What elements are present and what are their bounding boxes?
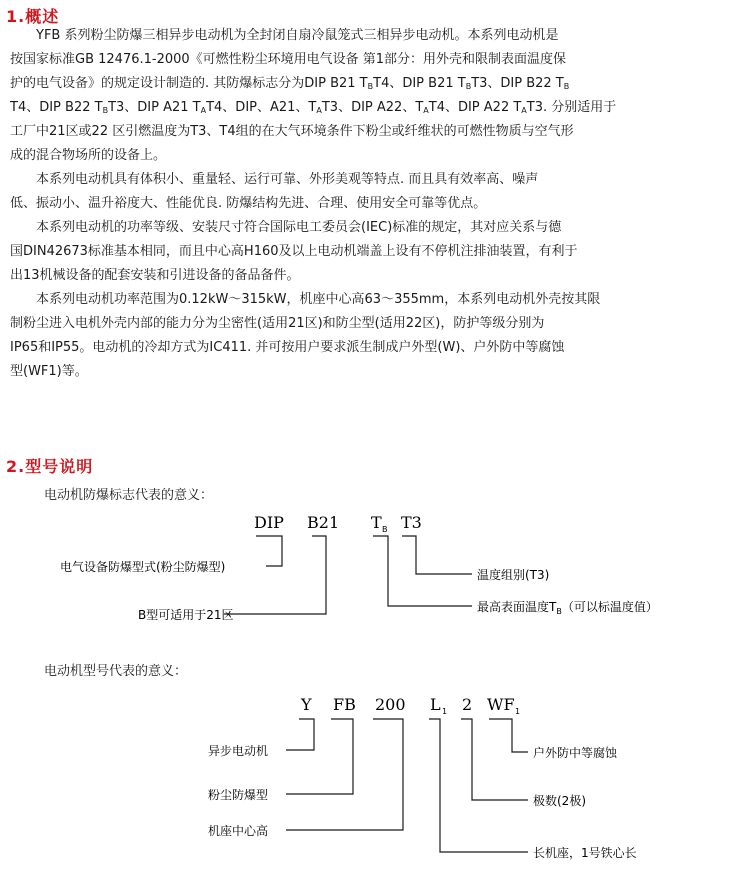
bracket-center-height (286, 719, 403, 830)
code-b21: B21 (307, 513, 340, 532)
annotation-temp-group: 温度组别(T3) (477, 568, 550, 582)
annotation-outdoor: 户外防中等腐蚀 (533, 746, 618, 760)
bracket-b21 (224, 536, 326, 614)
code-wf-subscript: 1 (515, 707, 521, 716)
paragraph-line: 国DIN42673标准基本相同，而且中心高H160及以上电动机端盖上设有不停机注排油装置，有利于 (10, 244, 578, 259)
paragraph-line: T4、DIP B22 $T_BT3$、DIP A21 $T_AT4$、DIP、A21、$T_AT3$、DIP A22、$T_AT4$、DIP A22 $T_AT3$. 分别适用于 (10, 100, 617, 115)
annotation-max-temp: 最高表面温度$T_B$（可以标温度值） (477, 600, 658, 616)
paragraph-line: 出13机械设备的配套安装和引进设备的备品备件。 (10, 268, 300, 283)
annotation-protection-type: 电气设备防爆型式(粉尘防爆型) (60, 560, 226, 574)
model-code-diagram (0, 690, 748, 872)
annotation-center-height: 机座中心高 (208, 824, 269, 838)
paragraph-line: 本系列电动机的功率等级、安装尺寸符合国际电工委员会(IEC)标准的规定，其对应关系与德 (36, 220, 562, 235)
model-code-label: 电动机型号代表的意义： (44, 664, 188, 679)
code-t-subscript: B (382, 525, 388, 534)
code-poles: 2 (462, 695, 473, 714)
paragraph-line: 本系列电动机功率范围为0.12kW～315kW，机座中心高63～355mm，本系列电动机外壳按其限 (36, 292, 601, 307)
paragraph-line: 护的电气设备》的规定设计制造的. 其防爆标志分为DIP B21 $T_BT4$、DIP B21 $T_BT3$、DIP B22 $T_B$ (10, 76, 570, 91)
explosion-mark-diagram (0, 500, 748, 630)
annotation-dustproof: 粉尘防爆型 (208, 788, 269, 802)
code-t3: T3 (401, 513, 422, 532)
bracket-t3 (402, 536, 472, 574)
bracket-y (286, 719, 314, 750)
paragraph-line: 型(WF1)等。 (10, 364, 88, 379)
code-l-subscript: 1 (442, 707, 448, 716)
bracket-fb (286, 719, 353, 794)
paragraph-line: IP65和IP55。电动机的冷却方式为IC411. 并可按用户要求派生制成户外型(W)、户外防中等腐蚀 (10, 340, 565, 355)
bracket-poles (461, 719, 528, 800)
bracket-outdoor (489, 719, 528, 752)
explosion-mark-label: 电动机防爆标志代表的意义： (44, 488, 214, 503)
bracket-long-frame (429, 719, 528, 852)
annotation-long-frame: 长机座，1号铁心长 (533, 846, 637, 860)
annotation-poles: 极数(2极) (533, 794, 586, 808)
paragraph-line: YFB 系列粉尘防爆三相异步电动机为全封闭自扇冷鼠笼式三相异步电动机。本系列电动机是 (36, 28, 559, 43)
code-fb: FB (333, 695, 356, 714)
annotation-async-motor: 异步电动机 (208, 744, 269, 758)
code-l: L (430, 695, 441, 714)
paragraph-line: 低、振动小、温升裕度大、性能优良. 防爆结构先进、合理、使用安全可靠等优点。 (10, 196, 487, 211)
section-heading-model: 2.型号说明 (6, 457, 94, 476)
bracket-dip (256, 536, 282, 566)
paragraph-line: 本系列电动机具有体积小、重量轻、运行可靠、外形美观等特点. 而且具有效率高、噪声 (36, 172, 539, 187)
paragraph-standards (10, 216, 738, 288)
code-wf: WF (487, 695, 515, 714)
paragraph-intro (10, 24, 738, 168)
paragraph-line: 工厂中21区或22 区引燃温度为T3、T4组的在大气环境条件下粉尘或纤维状的可燃性物质与空气形 (10, 124, 574, 139)
paragraph-line: 按国家标准GB 12476.1-2000《可燃性粉尘环境用电气设备 第1部分：用外壳和限制表面温度保 (10, 52, 567, 67)
code-center-height: 200 (375, 695, 406, 714)
code-dip: DIP (254, 513, 284, 532)
section-heading-overview: 1.概述 (6, 7, 60, 26)
paragraph-line: 制粉尘进入电机外壳内部的能力分为尘密性(适用21区)和防尘型(适用22区)，防护等级分别为 (10, 316, 545, 331)
bracket-tb (373, 536, 472, 606)
paragraph-range (10, 288, 738, 384)
code-y: Y (301, 695, 312, 714)
annotation-zone: B型可适用于21区 (138, 608, 234, 622)
code-t: T (371, 513, 382, 532)
paragraph-line: 成的混合物场所的设备上。 (10, 148, 167, 163)
paragraph-features (10, 168, 738, 216)
